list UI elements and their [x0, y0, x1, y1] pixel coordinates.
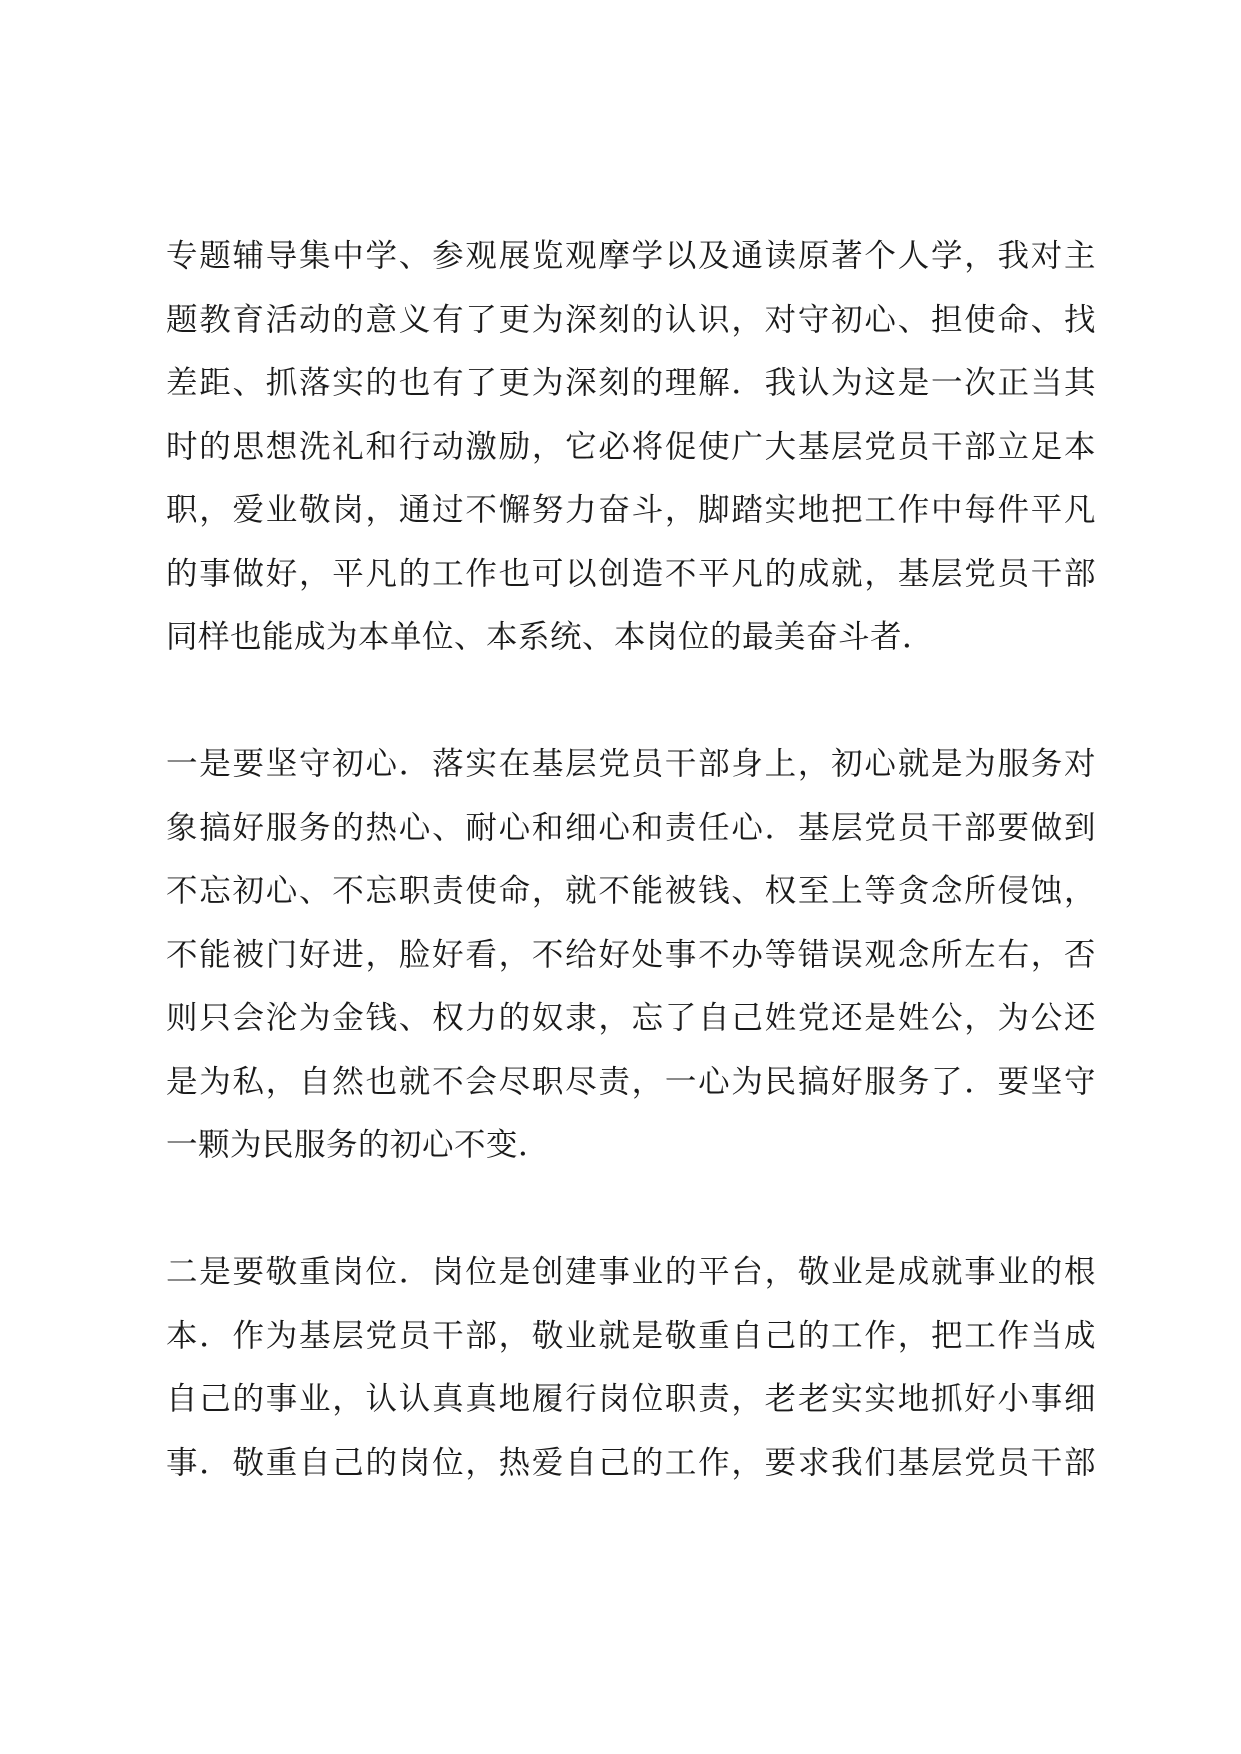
text-line: 一颗为民服务的初心不变． — [166, 1127, 551, 1163]
paragraph-respect-post — [166, 1241, 1096, 1495]
paragraph-keep-original-aspiration — [166, 733, 1096, 1178]
text-line: 本．作为基层党员干部，敬业就是敬重自己的工作，把工作当成 — [166, 1317, 1096, 1354]
text-line: 题教育活动的意义有了更为深刻的认识，对守初心、担使命、找 — [166, 301, 1096, 338]
text-line: 是为私，自然也就不会尽职尽责，一心为民搞好服务了．要坚守 — [166, 1063, 1096, 1100]
text-line: 一是要坚守初心．落实在基层党员干部身上，初心就是为服务对 — [166, 746, 1096, 782]
text-line: 则只会沦为金钱、权力的奴隶，忘了自己姓党还是姓公，为公还 — [166, 1000, 1096, 1036]
paragraph-intro — [166, 225, 1096, 670]
document-body — [166, 225, 1096, 1495]
text-line: 职，爱业敬岗，通过不懈努力奋斗，脚踏实地把工作中每件平凡 — [166, 492, 1096, 528]
text-line: 不忘初心、不忘职责使命，就不能被钱、权至上等贪念所侵蚀， — [166, 873, 1096, 909]
text-line: 事．敬重自己的岗位，热爱自己的工作，要求我们基层党员干部 — [166, 1444, 1096, 1481]
text-line: 专题辅导集中学、参观展览观摩学以及通读原著个人学，我对主 — [166, 238, 1096, 274]
text-line: 的事做好，平凡的工作也可以创造不平凡的成就，基层党员干部 — [166, 555, 1096, 592]
text-line: 差距、抓落实的也有了更为深刻的理解．我认为这是一次正当其 — [166, 365, 1096, 401]
text-line: 二是要敬重岗位．岗位是创建事业的平台，敬业是成就事业的根 — [166, 1254, 1096, 1290]
text-line: 时的思想洗礼和行动激励，它必将促使广大基层党员干部立足本 — [166, 428, 1096, 465]
text-line: 象搞好服务的热心、耐心和细心和责任心．基层党员干部要做到 — [166, 809, 1096, 846]
text-line: 不能被门好进，脸好看，不给好处事不办等错误观念所左右，否 — [166, 936, 1096, 973]
text-line: 同样也能成为本单位、本系统、本岗位的最美奋斗者． — [166, 619, 935, 655]
text-line: 自己的事业，认认真真地履行岗位职责，老老实实地抓好小事细 — [166, 1381, 1096, 1417]
